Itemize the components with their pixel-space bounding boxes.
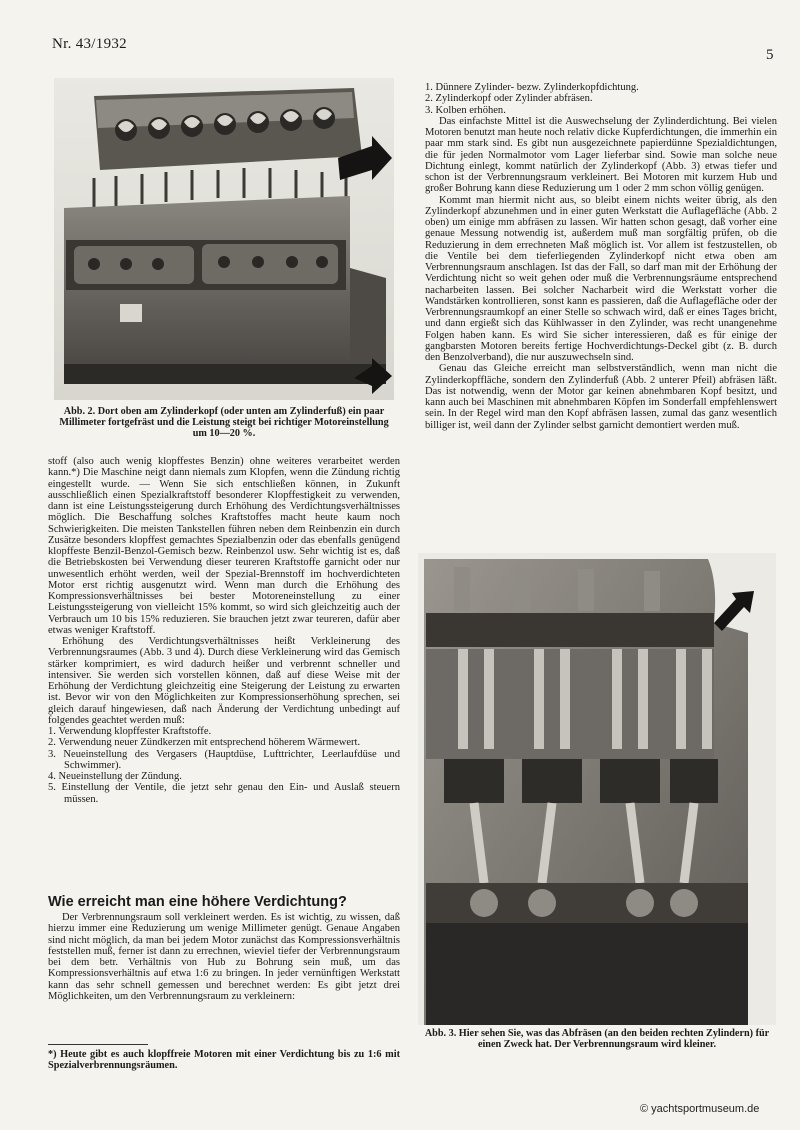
footnote: *) Heute gibt es auch klopffreie Motoren mit einer Verdichtung bis zu 1:6 mit Spezialverbrennungsräumen.	[48, 1049, 400, 1072]
page-number: 5	[766, 47, 774, 63]
list-item: 3. Kolben erhöhen.	[425, 104, 506, 116]
paragraph: Genau das Gleiche erreicht man selbstverständlich, wenn man nicht die Zylinderkopffläche, sondern den Zylinderfuß (Abb. 2 unterer Pfeil) abfräsen läßt. Das ist notwendig, wenn der Motor gar keinen abnehmbaren Kopf besitzt, und kann auch bei Maschinen mit abnehmbaren Köpfen im Sonderfall empfehlenswert sein. In der Regel wird man den Kopf abfräsen lassen, zumal das ganz wesentlich billiger ist, weil dann der Zylinder selbst garnicht demontiert werden muß.	[425, 363, 777, 431]
list-item: 1. Verwendung klopffester Kraftstoffe.	[48, 726, 212, 737]
requirements-list	[48, 726, 400, 805]
engine-block	[64, 196, 386, 384]
figure-3-caption-text: Hier sehen Sie, was das Abfräsen (an den beiden rechten Zylindern) für einen Zweck hat. Der Verbrennungsraum wird kleiner.	[458, 1028, 770, 1050]
figure-3-engine-cutaway	[418, 553, 776, 1025]
paragraph: Der Verbrennungsraum soll verkleinert werden. Es ist wichtig, zu wissen, daß hierzu immer eine Reduzierung um wenige Millimeter genügt. Genaue Angaben sind nicht möglich, da man bei jedem Motor zunächst das Kompressionsverhältnis feststellen muß, ferner ist dann zu errechnen, wieviel tiefer der Verbrennungsraum bei dem betr. Verhältnis von Hub zu Bohrung sein muß, um das Kompressionsverhältnis auf etwa 1:6 zu bringen. In jeder vernünftigen Werkstatt kann das sehr schnell gemessen und berechnet werden: Es gibt jetzt drei Möglichkeiten, um den Verbrennungsraum zu verkleinern:	[48, 912, 400, 1002]
list-item: 4. Neueinstellung der Zündung.	[48, 771, 182, 782]
list-item: 1. Dünnere Zylinder- bezw. Zylinderkopfdichtung.	[425, 82, 639, 93]
figure-3-caption	[416, 1028, 778, 1050]
section-text	[48, 912, 400, 1002]
engine-section	[424, 559, 748, 1025]
figure-2-caption-text: Dort oben am Zylinderkopf (oder unten am Zylinderfuß) ein paar Millimeter fortgefräst und die Leistung steigt bei richtiger Motoreinstellung um 10—20 %.	[59, 406, 389, 439]
paragraph: Kommt man hiermit nicht aus, so bleibt einem nichts weiter übrig, als den Zylinderkopf abzunehmen und in einer guten Werkstatt die Auflagefläche (Abb. 2 oben) um einige mm abfräsen zu lassen. Wir hatten schon gesagt, daß vorher eine genaue Messung notwendig ist, außerdem muß man sorgfältig prüfen, ob die Reduzierung in dem errechneten Maß möglich ist. Vor allem ist festzustellen, ob die Ventile bei dem tieferliegenden Zylinderkopf nicht etwa oben am Verbrennungsraum anschlagen. Ist das der Fall, so darf man mit der Erhöhung der Verdichtung nicht so weit gehen oder muß die Verbrennungsräume entsprechend nacharbeiten lassen. Bei solcher Nacharbeit wird die Werkstatt vorher die Wandstärken kontrollieren, sonst kann es passieren, daß die Auflagefläche oder der Verbrennungsraumkopf an einer Stelle so schwach wird, daß er eines Tages bricht, und dann ergießt sich das Kühlwasser in den Zylinder, was recht unangenehme Folgen haben kann. Es wird Sie sicher interessieren, daß es für einige der gangbarsten Motoren bereits fertige Hochverdichtungs-Deckel gibt (z. B. durch den Benzolverband), die nur auszuwechseln sind.	[425, 194, 777, 363]
section-heading: Wie erreicht man eine höhere Verdichtung?	[48, 894, 347, 910]
list-item: 2. Verwendung neuer Zündkerzen mit entsprechend höherem Wärmewert.	[48, 737, 361, 749]
list-item: 5. Einstellung der Ventile, die jetzt sehr genau den Ein- und Auslaß steuern müssen.	[48, 782, 400, 805]
right-column-text	[425, 82, 777, 431]
figure-2-label: Abb. 2.	[63, 406, 96, 417]
figure-2-caption	[52, 406, 396, 439]
methods-list	[425, 82, 777, 116]
paragraph: Erhöhung des Verdichtungsverhältnisses heißt Verkleinerung des Verbrennungsraumes (Abb. 3 und 4). Durch diese Verkleinerung wird das Gemisch stärker komprimiert, es wird dadurch heißer und verbrennt schneller und intensiver. Sie werden sich vorstellen können, daß auf diese Weise mit der Erhöhung der Verdichtung gleichzeitig eine Steigerung der Leistung zu erwarten ist. Bevor wir von den Möglichkeiten zur Kompressionserhöhung sprechen, sei gleich darauf hingewiesen, daß nach Änderung der Verdichtung unbedingt auf folgendes geachtet werden muß:	[48, 636, 400, 726]
cylinder-head	[94, 88, 362, 170]
issue-number: Nr. 43/1932	[52, 36, 127, 52]
left-column-text	[48, 456, 400, 805]
list-item: 3. Neueinstellung des Vergasers (Hauptdüse, Lufttrichter, Leerlaufdüse und Schwimmer).	[48, 748, 400, 771]
footnote-divider	[48, 1044, 148, 1045]
list-item: 2. Zylinderkopf oder Zylinder abfräsen.	[425, 93, 593, 105]
copyright-credit: © yachtsportmuseum.de	[640, 1103, 760, 1115]
figure-3-label: Abb. 3.	[424, 1028, 457, 1039]
paragraph: Das einfachste Mittel ist die Auswechselung der Zylinderdichtung. Bei vielen Motoren benutzt man heute noch relativ dicke Kupferdichtungen, die immerhin ein paar mm stark sind. Es gibt nun ausgezeichnete papierdünne Spezialdichtungen, die für jeden Normalmotor vom Lager lieferbar sind. Sowie man solche neue Dichtung einlegt, kommt natürlich der Zylinderkopf (Abb. 3) etwas tiefer und schon ist der Verbrennungsraum verkleinert. Bei Motoren mit kurzem Hub und großer Bohrung kann diese Reduzierung um 1 oder 2 mm schon völlig genügen.	[425, 115, 777, 195]
paragraph: stoff (also auch wenig klopffestes Benzin) ohne weiteres verarbeitet werden kann.*) Die Maschine neigt dann niemals zum Klopfen, wenn die Zündung richtig eingestellt wurde. — Wenn Sie sich entschließen können, in Zukunft ausschließlich einen Spezialkraftstoff besonderer Klopffestigkeit zu verwenden, dann ist eine Leistungssteigerung durch Erhöhung des Verdichtungsverhältnisses möglich. Die Beschaffung solches Kraftstoffes macht heute kaum noch Schwierigkeiten. Die meisten Tankstellen führen neben dem Reinbenzin ein durch Zusätze besonders klopffest gemachtes Spezialbenzin oder das ebenfalls genügend klopffeste Benzil-Benzol-Gemisch bezw. Reinbenzol usw. Sehr wichtig ist es, daß die Betriebskosten bei Verwendung dieser teureren Kraftstoffe garnicht oder nur unwesentlich erhöht werden, weil der Spezial-Brennstoff im hochverdichteten Motor erst richtig ausgenutzt wird. Wenn man durch die Erhöhung des Kompressionsverhältnisses bei bester Motoreneinstellung zu einer Leistungssteigerung von vielleicht 15% kommt, so wird sich gleichzeitig auch der Verbrauch um 10 bis 15% reduzieren. Sie brauchen jetzt zwar teureren, dafür aber etwas weniger Kraftstoff.	[48, 456, 400, 636]
figure-2-engine-block-photo	[54, 78, 394, 400]
